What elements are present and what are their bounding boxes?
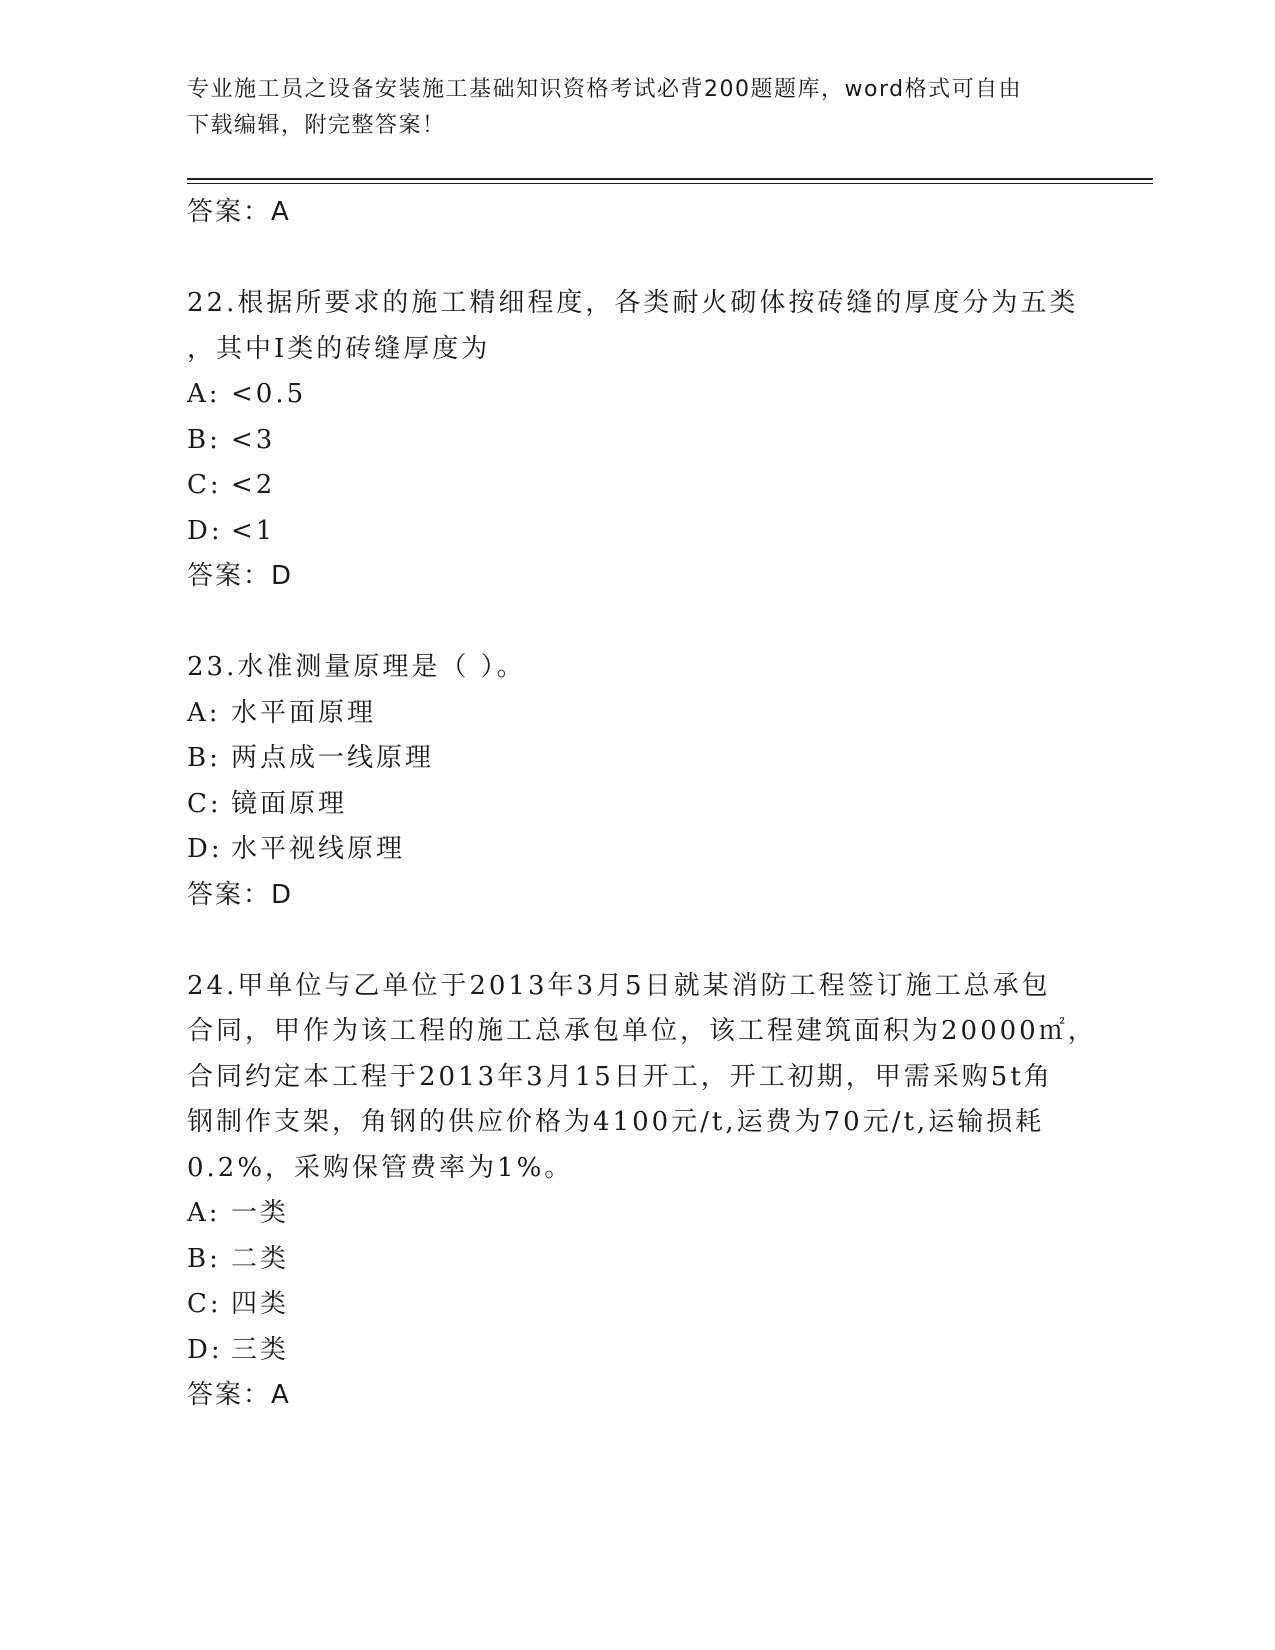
- spacer: [187, 600, 1087, 646]
- question-24: [187, 964, 1097, 1419]
- header-line-1: 专业施工员之设备安装施工基础知识资格考试必背200题题库，word格式可自由: [187, 77, 1023, 102]
- header-rule-thick: [187, 178, 1153, 180]
- option-text: <2: [231, 470, 276, 500]
- option-c: [187, 1282, 1087, 1328]
- option-c: [187, 782, 1087, 828]
- option-b: [187, 1237, 1087, 1283]
- option-c: [187, 463, 1087, 509]
- option-d: [187, 509, 1087, 555]
- option-d: [187, 1328, 1087, 1374]
- option-text: <1: [231, 515, 276, 546]
- option-text: <3: [231, 424, 276, 455]
- option-a: [187, 691, 1087, 737]
- question-text-line: 24.甲单位与乙单位于2013年3月5日就某消防工程签订施工总承包: [187, 970, 1051, 1001]
- spacer: [187, 918, 1087, 964]
- option-label: B:: [187, 743, 221, 773]
- document-header: [187, 72, 1087, 144]
- option-d: [187, 827, 1087, 873]
- previous-answer: 答案：A: [187, 197, 291, 227]
- option-b: [187, 418, 1087, 464]
- question-text-line: 合同约定本工程于2013年3月15日开工，开工初期，甲需采购5t角: [187, 1061, 1053, 1092]
- option-label: C:: [187, 1289, 222, 1319]
- document-body: [187, 190, 1097, 1419]
- option-a: [187, 372, 1087, 418]
- question-22: [187, 281, 1087, 600]
- option-label: D:: [187, 834, 223, 864]
- option-label: B:: [187, 1243, 221, 1274]
- option-text: 四类: [231, 1289, 290, 1319]
- option-label: B:: [187, 424, 221, 455]
- option-label: A:: [187, 379, 221, 409]
- option-text: 两点成一线原理: [231, 743, 435, 773]
- option-label: D:: [187, 1334, 223, 1365]
- option-label: A:: [187, 1198, 221, 1228]
- option-b: [187, 736, 1087, 782]
- answer: 答案：D: [187, 879, 294, 910]
- question-text-line: 合同，甲作为该工程的施工总承包单位，该工程建筑面积为20000㎡，: [187, 1016, 1097, 1046]
- option-label: D:: [187, 515, 223, 546]
- spacer: [187, 236, 1087, 282]
- option-label: C:: [187, 788, 222, 819]
- option-a: [187, 1191, 1087, 1237]
- option-label: C:: [187, 470, 222, 500]
- question-text-line: 23.水准测量原理是（ ）。: [187, 652, 526, 682]
- option-text: <0.5: [231, 379, 307, 409]
- question-23: [187, 645, 1087, 918]
- question-text-line: 钢制作支架，角钢的供应价格为4100元/t,运费为70元/t,运输损耗: [187, 1107, 1045, 1137]
- option-text: 水平面原理: [231, 697, 377, 728]
- header-rule-thin: [187, 183, 1153, 184]
- header-line-2: 下载编辑，附完整答案！: [187, 113, 446, 138]
- option-label: A:: [187, 697, 221, 728]
- option-text: 三类: [231, 1334, 290, 1365]
- question-text-line: 0.2%，采购保管费率为1%。: [187, 1152, 574, 1183]
- option-text: 镜面原理: [231, 788, 348, 819]
- answer: 答案：A: [187, 1380, 291, 1410]
- question-text-line: 22.根据所要求的施工精细程度，各类耐火砌体按砖缝的厚度分为五类: [187, 288, 1079, 318]
- question-text-line: ，其中Ⅰ类的砖缝厚度为: [187, 333, 491, 364]
- option-text: 一类: [231, 1198, 290, 1228]
- answer: 答案：D: [187, 561, 294, 591]
- option-text: 二类: [231, 1243, 290, 1274]
- option-text: 水平视线原理: [231, 834, 406, 864]
